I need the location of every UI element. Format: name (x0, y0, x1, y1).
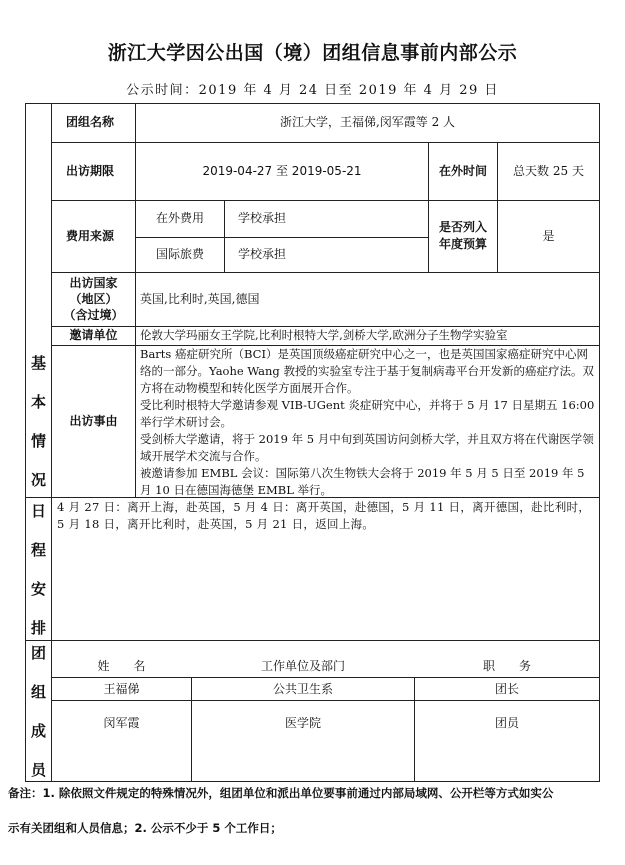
reason-label: 出访事由 (69, 413, 118, 428)
member-name: 闵军霞 (103, 716, 140, 730)
member-unit: 公共卫生系 (272, 681, 333, 696)
abroad-fee-value: 学校承担 (238, 211, 287, 225)
reason-text: Barts 癌症研究所（BCI）是英国顶级癌症研究中心之一，也是英国国家癌症研究中心网络的一部分。Yaohe Wang 教授的实验室专注于基于复制病毒平台开发新的癌症疗法。双方将在动物模型和转化医学方面展开合作。 受比利时根特大学邀请参观 VIB-UGent 炎症研究中心，并将于 5 月 17 日星期五 16:00 举行学术研讨会。 受剑桥大学邀请，将于 2019 年 5 月中旬到英国访问剑桥大学，并且双方将在代谢医学领域开展学术交流与合作。 被邀请参加 EMBL 会议：国际第八次生物铁大会将于 2019 年 5 月 5 日至 2019 年 5 月 10 日在德国海德堡 EMBL 举行。 (140, 347, 595, 497)
member-title: 团长 (494, 681, 519, 696)
group-name-value: 浙江大学，王福俤,闵军霞等 2 人 (279, 115, 456, 129)
group-name-label: 团组名称 (66, 115, 115, 129)
invite-value: 伦敦大学玛丽女王学院,比利时根特大学,剑桥大学,欧洲分子生物学实验室 (140, 328, 508, 342)
travel-fee-label: 国际旅费 (155, 247, 204, 261)
travel-fee-value: 学校承担 (238, 247, 287, 261)
member-name: 王福俤 (103, 681, 140, 696)
member-header-unit: 工作单位及部门 (260, 658, 345, 673)
section-label-members: 团 组 成 员 (30, 643, 46, 779)
member-header-name: 姓 名 (97, 658, 146, 673)
abroad-fee-label: 在外费用 (155, 211, 204, 225)
page-title: 浙江大学因公出国（境）团组信息事前内部公示 (107, 42, 518, 64)
period-label: 出访期限 (66, 163, 115, 178)
country-value: 英国,比利时,英国,德国 (140, 291, 260, 306)
section-label-schedule: 日 程 安 排 (30, 501, 46, 637)
period-value: 2019-04-27 至 2019-05-21 (202, 163, 362, 178)
member-unit: 医学院 (284, 716, 321, 730)
budget-value: 是 (542, 228, 555, 243)
note-line-2: 示有关团组和人员信息；2. 公示不少于 5 个工作日； (8, 821, 282, 835)
note-line-1: 备注：1. 除依照文件规定的特殊情况外，组团单位和派出单位要事前通过内部局域网、公开栏等方式如实公 (8, 786, 554, 800)
publicity-period: 公示时间：2019 年 4 月 24 日至 2019 年 4 月 29 日 (126, 83, 499, 98)
invite-label: 邀请单位 (69, 328, 118, 342)
days-value: 总天数 25 天 (513, 163, 584, 178)
section-label-basic: 基 本 情 况 (30, 354, 46, 489)
member-title: 团员 (494, 716, 519, 730)
days-label: 在外时间 (438, 163, 487, 178)
budget-label: 是否列入 年度预算 (438, 220, 487, 251)
fund-source-label: 费用来源 (66, 228, 115, 243)
country-label: 出访国家 （地区） （含过境） (63, 276, 124, 322)
member-header-title: 职 务 (482, 658, 531, 673)
schedule-text: 4 月 27 日：离开上海，赴英国，5 月 4 日：离开英国，赴德国，5 月 11 日，离开德国，赴比利时，5 月 18 日，离开比利时，赴英国，5 月 21 日，返回上海。 (57, 500, 591, 531)
